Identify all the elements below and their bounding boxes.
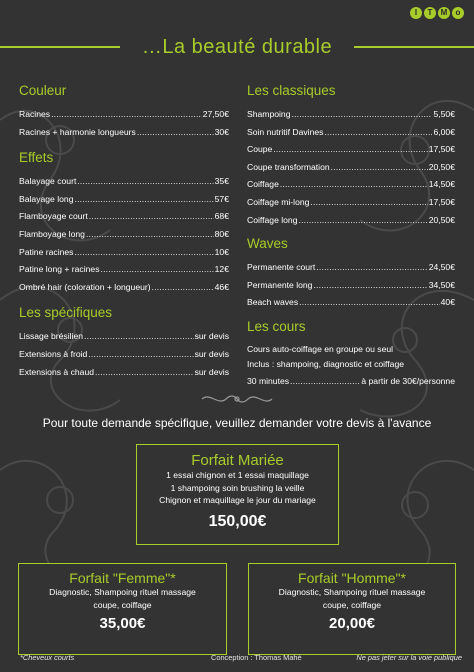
leader-dots — [299, 212, 428, 230]
price-row — [247, 259, 455, 277]
service-price: 40€ — [440, 297, 455, 308]
service-price: 27,50€ — [202, 109, 229, 119]
forfait-line: 1 essai chignon et 1 essai maquillage — [166, 470, 309, 480]
section-title: Effets — [19, 150, 54, 166]
leader-dots — [77, 173, 213, 191]
service-price: sur devis — [194, 331, 229, 342]
price-row — [247, 212, 455, 230]
cours-included: Inclus : shampoing, diagnostic et coiffage — [247, 359, 405, 370]
forfait-price: 35,00€ — [99, 615, 146, 632]
service-label: Patine racines — [19, 246, 74, 257]
price-column-left — [19, 82, 229, 381]
section-title: Waves — [247, 236, 288, 252]
forfait-line: 1 shampoing soin brushing la veille — [170, 482, 305, 493]
leader-dots — [324, 124, 432, 142]
service-price: sur devis — [194, 366, 229, 377]
price-row — [19, 208, 229, 226]
section-title: Les cours — [247, 318, 306, 334]
leader-dots — [51, 106, 202, 124]
footnote: *Cheveux courts — [20, 653, 75, 662]
service-price: 68€ — [214, 211, 229, 222]
service-price: 34,50€ — [428, 279, 455, 290]
service-price: 10€ — [214, 246, 229, 257]
leader-dots — [86, 226, 214, 244]
service-label: Coupe transformation — [247, 161, 330, 172]
leader-dots — [95, 364, 194, 382]
forfait-homme-box — [248, 563, 456, 655]
service-label: Extensions à chaud — [19, 366, 95, 377]
section-classiques — [247, 82, 455, 229]
logo-letter: M — [438, 7, 450, 19]
service-label: Lissage brésilien — [19, 331, 84, 342]
price-row — [247, 194, 455, 212]
price-row — [19, 244, 229, 262]
service-label: Permanente long — [247, 279, 313, 290]
logo-letter: T — [424, 7, 436, 19]
leader-dots — [291, 106, 432, 124]
price-row — [19, 173, 229, 191]
title-rule-right — [354, 46, 474, 48]
service-price: 20,50€ — [428, 161, 455, 172]
price-row — [247, 106, 455, 124]
price-row — [247, 141, 455, 159]
service-price: 14,50€ — [428, 179, 455, 190]
section-waves — [247, 235, 455, 312]
forfait-mariee-box — [136, 444, 339, 545]
section-cours — [247, 318, 455, 391]
service-label: Coiffage long — [247, 214, 298, 225]
service-price: 20,50€ — [428, 214, 455, 225]
leader-dots — [310, 194, 427, 212]
leader-dots — [88, 346, 193, 364]
section-specifiques — [19, 304, 229, 381]
title-banner — [0, 33, 474, 61]
service-label: Coiffage mi-long — [247, 196, 310, 207]
forfait-title: Forfait "Femme"* — [69, 570, 176, 586]
forfait-title: Forfait "Homme"* — [298, 570, 406, 586]
service-label: Racines + harmonie longueurs — [19, 126, 136, 137]
price-row — [19, 124, 229, 142]
price-row — [247, 124, 455, 142]
price-row — [19, 191, 229, 209]
price-row — [19, 364, 229, 382]
price-row — [19, 226, 229, 244]
service-label: Beach waves — [247, 297, 299, 308]
price-row — [19, 346, 229, 364]
service-label: Balayage court — [19, 176, 77, 187]
service-price: 5,50€ — [433, 109, 455, 119]
forfait-line: Chignon et maquillage le jour du mariage — [159, 495, 316, 505]
price-row — [19, 279, 229, 297]
service-label: Balayage long — [19, 193, 74, 204]
service-price: 57€ — [214, 193, 229, 204]
cours-description: Cours auto-coiffage en groupe ou seul — [247, 343, 394, 354]
service-label: Patine long + racines — [19, 264, 100, 275]
price-row — [19, 328, 229, 346]
brand-logo — [410, 7, 464, 19]
service-label: Flamboyage long — [19, 228, 85, 239]
price-row — [19, 261, 229, 279]
logo-letter: I — [410, 7, 422, 19]
section-title: Les classiques — [247, 83, 336, 98]
service-label: Soin nutritif Davines — [247, 126, 324, 137]
forfait-line: coupe, coiffage — [93, 599, 152, 610]
leader-dots — [74, 191, 213, 209]
service-price: sur devis — [194, 348, 229, 359]
service-price: 30€ — [214, 126, 229, 137]
leader-dots — [299, 294, 440, 312]
service-label: Ombré hair (coloration + longueur) — [19, 281, 151, 292]
section-title: Couleur — [19, 83, 67, 98]
price-row — [247, 373, 455, 391]
service-price: 80€ — [214, 228, 229, 239]
forfait-femme-box — [18, 563, 227, 655]
forfait-line: coupe, coiffage — [322, 599, 382, 610]
service-label: Shampoing — [247, 109, 291, 119]
leader-dots — [316, 259, 427, 277]
leader-dots — [84, 328, 194, 346]
ornament-divider — [200, 392, 274, 406]
forfait-price: 150,00€ — [208, 512, 267, 530]
leader-dots — [101, 261, 214, 279]
leader-dots — [273, 141, 427, 159]
service-label: 30 minutes — [247, 375, 290, 386]
service-label: Coiffage — [247, 179, 279, 190]
service-price: à partir de 30€/personne — [361, 375, 455, 386]
service-label: Permanente court — [247, 262, 316, 273]
leader-dots — [331, 159, 428, 177]
forfait-price: 20,00€ — [329, 615, 375, 632]
leader-dots — [290, 373, 360, 391]
service-label: Flamboyage court — [19, 211, 88, 222]
forfait-title: Forfait Mariée — [191, 452, 284, 469]
section-title: Les spécifiques — [19, 305, 113, 321]
title-rule-left — [0, 46, 120, 48]
price-column-right — [247, 82, 455, 391]
section-couleur — [19, 82, 229, 141]
logo-letter: o — [452, 7, 464, 19]
service-label: Coupe — [247, 144, 273, 155]
leader-dots — [89, 208, 214, 226]
leader-dots — [152, 279, 214, 297]
leader-dots — [137, 124, 214, 142]
forfait-line: Diagnostic, Shampoing rituel massage — [49, 587, 196, 597]
service-price: 46€ — [214, 281, 229, 292]
leader-dots — [280, 176, 428, 194]
service-price: 35€ — [214, 176, 229, 187]
service-label: Racines — [19, 109, 51, 119]
leader-dots — [74, 244, 213, 262]
service-price: 17,50€ — [428, 196, 455, 207]
page-title: …La beauté durable — [141, 35, 333, 58]
section-effets — [19, 149, 229, 296]
disclaimer: Ne pas jeter sur la voie publique — [356, 653, 462, 662]
service-price: 17,50€ — [428, 144, 455, 155]
service-label: Extensions à froid — [19, 348, 88, 359]
devis-notice: Pour toute demande spécifique, veuillez demander votre devis à l'avance — [42, 416, 432, 430]
service-price: 24,50€ — [428, 262, 455, 273]
forfait-line: Diagnostic, Shampoing rituel massage — [278, 587, 426, 597]
leader-dots — [313, 277, 427, 295]
service-price: 12€ — [214, 264, 229, 275]
price-row — [247, 176, 455, 194]
credit: Conception : Thomas Mahé — [211, 653, 302, 662]
price-row — [247, 159, 455, 177]
service-price: 6,00€ — [433, 126, 455, 137]
price-row — [247, 294, 455, 312]
price-row — [19, 106, 229, 124]
price-row — [247, 277, 455, 295]
